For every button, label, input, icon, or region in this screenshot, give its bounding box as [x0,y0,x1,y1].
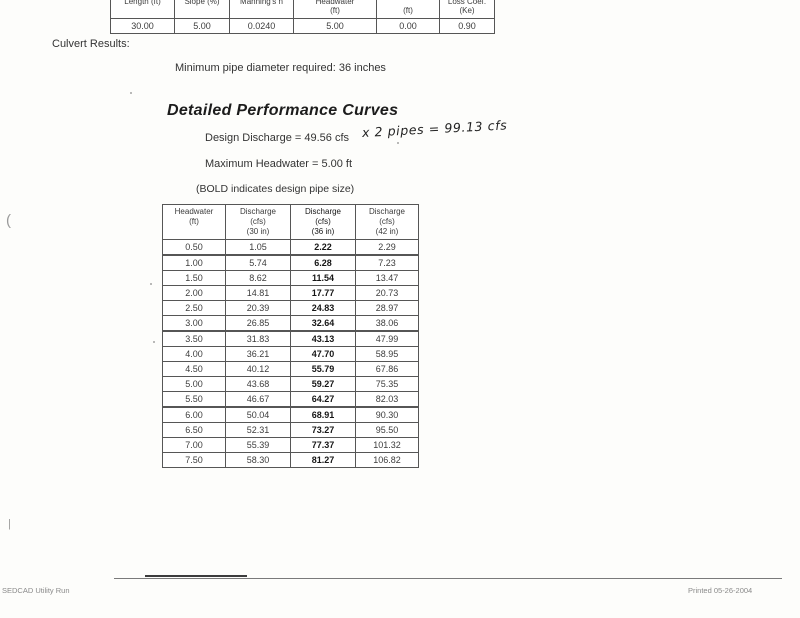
table-cell: 101.32 [356,438,419,453]
table-row [163,316,419,332]
table-cell: 46.67 [226,392,291,408]
table-cell: 47.70 [291,347,356,362]
table-row [163,392,419,408]
table-cell: 31.83 [226,331,291,347]
table-cell: 20.39 [226,301,291,316]
table-row [163,347,419,362]
table-cell: 43.68 [226,377,291,392]
table-cell: 2.29 [356,240,419,256]
table-cell: 36.21 [226,347,291,362]
footer-rule-short [145,575,247,577]
column-header: Headwater (ft) [294,0,377,19]
table-row [111,19,495,34]
table-row [163,271,419,286]
table-cell: 90.30 [356,407,419,423]
table-cell: 1.00 [163,255,226,271]
column-header: Discharge (cfs) (42 in) [356,205,419,240]
table-cell: 81.27 [291,453,356,468]
footer-app-name: SEDCAD Utility Run [2,586,70,595]
table-cell: 43.13 [291,331,356,347]
design-discharge-text: Design Discharge = 49.56 cfs [205,132,349,144]
table-cell: 77.37 [291,438,356,453]
table-row [163,301,419,316]
table-cell: 14.81 [226,286,291,301]
minimum-pipe-diameter-text: Minimum pipe diameter required: 36 inches [175,62,386,74]
table-cell: 0.90 [440,19,495,34]
table-header-row [111,0,495,19]
column-header: Discharge (cfs) (30 in) [226,205,291,240]
table-row [163,453,419,468]
table-cell: 73.27 [291,423,356,438]
table-row [163,331,419,347]
table-cell: 0.50 [163,240,226,256]
table-cell: 5.50 [163,392,226,408]
table-cell: 5.00 [163,377,226,392]
table-cell: 24.83 [291,301,356,316]
handwritten-annotation: x 2 pipes = 99.13 cfs [361,117,508,140]
table-row [163,407,419,423]
table-cell: 2.22 [291,240,356,256]
table-cell: 30.00 [111,19,175,34]
table-cell: 67.86 [356,362,419,377]
column-header: Manning's n [230,0,294,19]
table-cell: 0.0240 [230,19,294,34]
culvert-results-label: Culvert Results: [52,38,130,50]
table-cell: 8.62 [226,271,291,286]
table-cell: 2.50 [163,301,226,316]
table-cell: 6.00 [163,407,226,423]
table-cell: 20.73 [356,286,419,301]
performance-curves-table [162,204,419,468]
table-row [163,423,419,438]
table-cell: 6.28 [291,255,356,271]
table-cell: 7.23 [356,255,419,271]
table-cell: 1.05 [226,240,291,256]
table-row [163,286,419,301]
table-cell: 28.97 [356,301,419,316]
table-header-row [163,205,419,240]
table-row [163,438,419,453]
column-header: Discharge (cfs) (36 in) [291,205,356,240]
table-cell: 4.50 [163,362,226,377]
maximum-headwater-text: Maximum Headwater = 5.00 ft [205,158,353,170]
table-cell: 59.27 [291,377,356,392]
table-cell: 55.79 [291,362,356,377]
column-header: (ft) [377,0,440,19]
table-cell: 11.54 [291,271,356,286]
column-header: Length (ft) [111,0,175,19]
scan-noise-dot [397,142,399,144]
table-cell: 4.00 [163,347,226,362]
scan-noise-dot [153,341,155,343]
table-cell: 26.85 [226,316,291,332]
table-cell: 58.30 [226,453,291,468]
scan-noise-dot [130,92,132,94]
scan-noise-dot [150,283,152,285]
table-row [163,362,419,377]
table-cell: 5.00 [175,19,230,34]
table-cell: 1.50 [163,271,226,286]
table-cell: 40.12 [226,362,291,377]
table-cell: 52.31 [226,423,291,438]
table-cell: 75.35 [356,377,419,392]
table-cell: 64.27 [291,392,356,408]
table-cell: 5.00 [294,19,377,34]
table-cell: 7.50 [163,453,226,468]
table-cell: 32.64 [291,316,356,332]
table-cell: 68.91 [291,407,356,423]
table-cell: 2.00 [163,286,226,301]
table-cell: 38.06 [356,316,419,332]
table-cell: 3.00 [163,316,226,332]
column-header: Slope (%) [175,0,230,19]
table-cell: 5.74 [226,255,291,271]
scan-artifact-mark: ( [6,212,11,229]
table-cell: 17.77 [291,286,356,301]
table-row [163,240,419,256]
table-row [163,377,419,392]
table-cell: 55.39 [226,438,291,453]
column-header: Loss Coef. (Ke) [440,0,495,19]
bold-design-pipe-note: (BOLD indicates design pipe size) [196,183,355,195]
footer-print-date: Printed 05-26-2004 [688,586,753,595]
table-cell: 58.95 [356,347,419,362]
table-cell: 3.50 [163,331,226,347]
table-cell: 95.50 [356,423,419,438]
table-cell: 106.82 [356,453,419,468]
footer-rule [114,578,782,579]
scan-artifact-mark: | [8,518,11,530]
table-row [163,255,419,271]
column-header: Headwater (ft) [163,205,226,240]
table-cell: 13.47 [356,271,419,286]
table-cell: 6.50 [163,423,226,438]
table-cell: 7.00 [163,438,226,453]
table-cell: 82.03 [356,392,419,408]
table-cell: 50.04 [226,407,291,423]
culvert-input-summary-table [110,0,495,34]
page-title: Detailed Performance Curves [167,102,399,119]
table-cell: 0.00 [377,19,440,34]
table-cell: 47.99 [356,331,419,347]
